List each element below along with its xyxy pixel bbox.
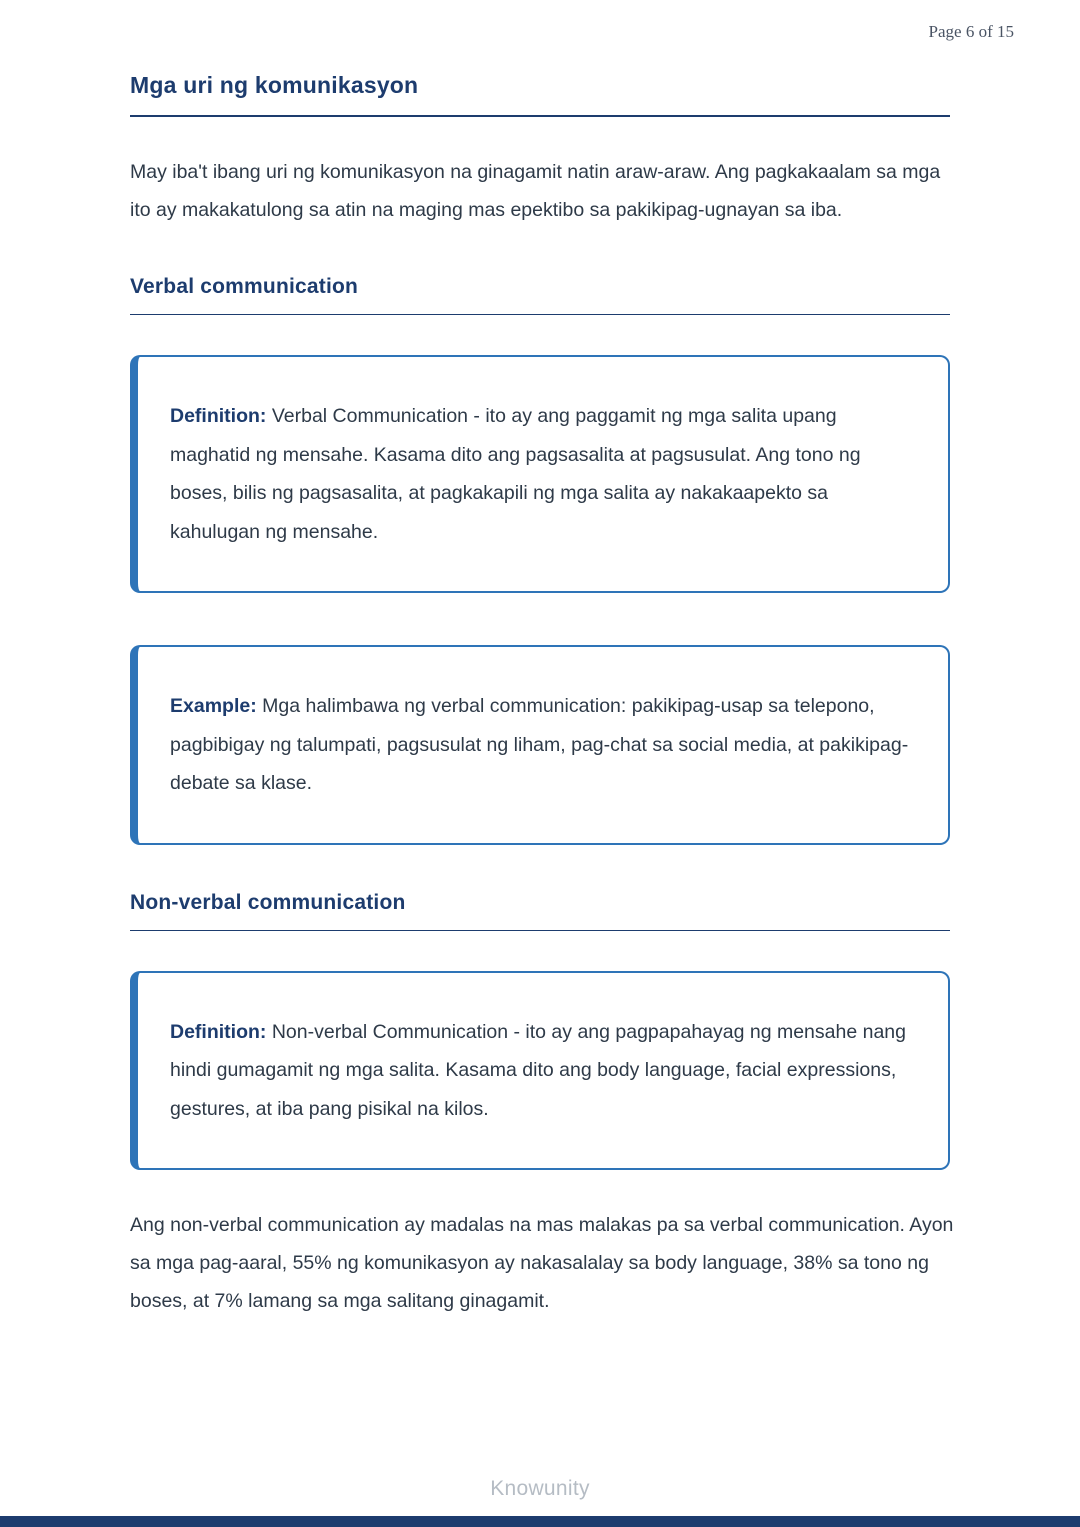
title-rule — [130, 115, 950, 117]
intro-paragraph: May iba't ibang uri ng komunikasyon na ginagamit natin araw-araw. Ang pagkakaalam sa mga ito ay makakatulong sa atin na maging mas epektibo sa pakikipag-ugnayan sa iba. — [130, 161, 941, 221]
verbal-definition-paragraph — [170, 397, 914, 551]
verbal-example-box — [130, 645, 950, 845]
bottom-accent-bar — [0, 1516, 1080, 1527]
closing-paragraph: Ang non-verbal communication ay madalas na mas malakas pa sa verbal communication. Ayon sa mga pag-aaral, 55% ng komunikasyon ay nakasalalay sa body language, 38% sa tono ng boses, at 7% lamang sa mga salitang ginagamit. — [130, 1214, 954, 1312]
definition-text: Non-verbal Communication - ito ay ang pagpapahayag ng mensahe nang hindi gumagamit ng mga salita. Kasama dito ang body language, facial expressions, gestures, at iba pang pisikal na kilos. — [170, 1020, 906, 1120]
definition-text: Verbal Communication - ito ay ang paggamit ng mga salita upang maghatid ng mensahe. Kasama dito ang pagsasalita at pagsusulat. Ang tono ng boses, bilis ng pagsasalita, at pagkakapili ng mga salita ay nakakaapekto sa kahulugan ng mensahe. — [170, 405, 861, 543]
verbal-definition-box — [130, 355, 950, 593]
nonverbal-definition-box — [130, 971, 950, 1171]
subsection-title-verbal: Verbal communication — [130, 275, 359, 298]
verbal-title-rule — [130, 314, 950, 315]
example-label: Example: — [170, 695, 257, 717]
definition-label: Definition: — [170, 1020, 267, 1043]
footer-brand: Knowunity — [490, 1477, 590, 1500]
subsection-title-nonverbal: Non-verbal communication — [130, 890, 406, 914]
nonverbal-definition-paragraph — [170, 1013, 914, 1129]
example-text: Mga halimbawa ng verbal communication: pakikipag-usap sa telepono, pagbibigay ng talumpati, pagsusulat ng liham, pag-chat sa social media, at pakikipag-debate sa klase. — [170, 695, 909, 794]
section-title: Mga uri ng komunikasyon — [130, 72, 419, 98]
nonverbal-title-rule — [130, 930, 950, 931]
page-number: Page 6 of 15 — [928, 22, 1014, 41]
verbal-example-paragraph — [170, 687, 914, 803]
definition-label: Definition: — [170, 405, 267, 427]
